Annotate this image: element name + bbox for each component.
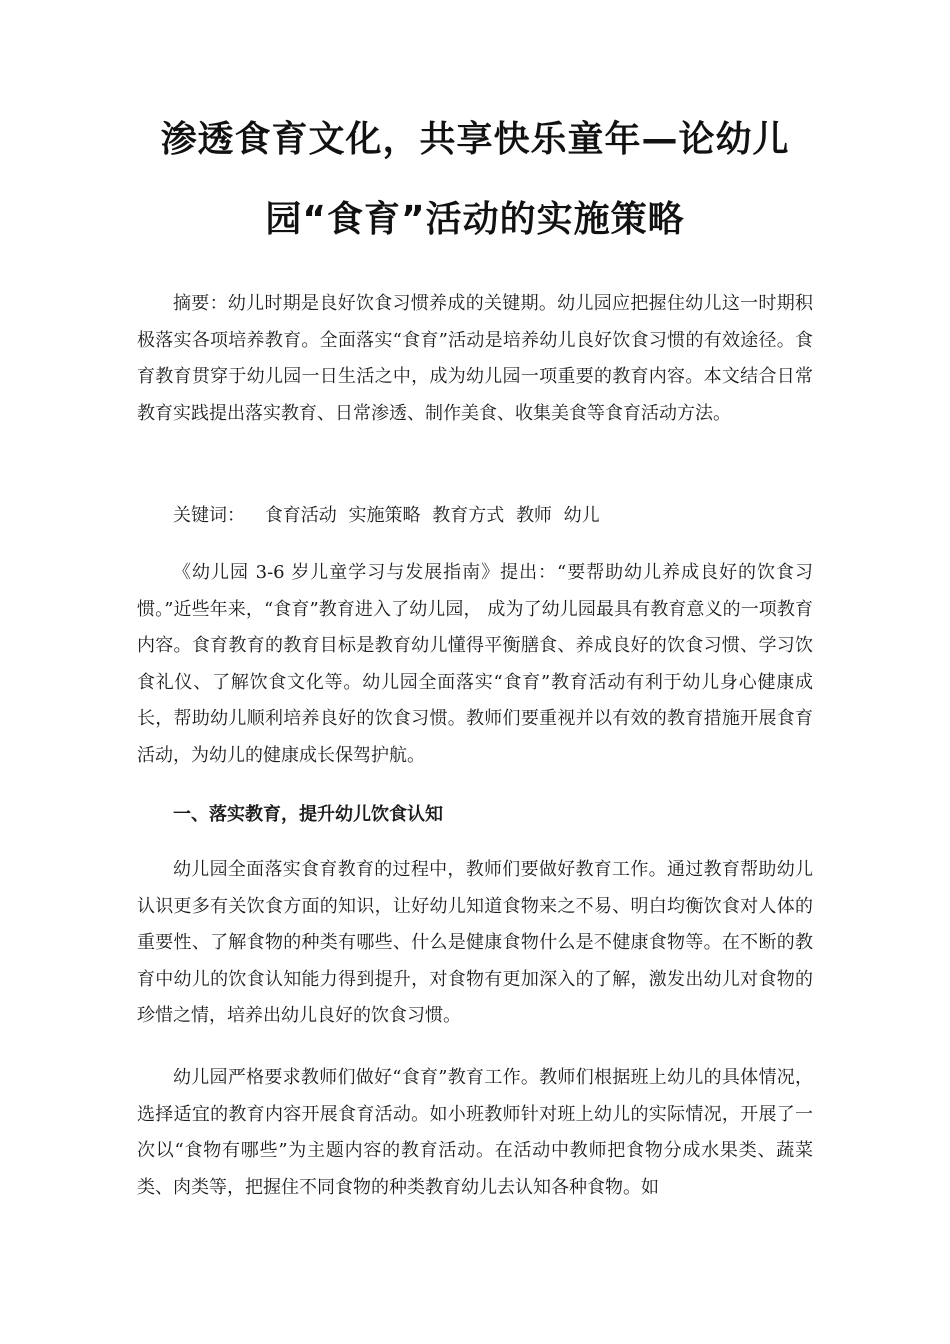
- section-heading: 一、落实教育，提升幼儿饮食认知: [173, 804, 443, 825]
- keyword: 食育活动: [264, 505, 337, 526]
- keyword: 幼儿: [563, 505, 600, 526]
- keyword: 教师: [515, 505, 552, 526]
- keyword: 教育方式: [432, 505, 505, 526]
- title-line-2: 园“食育”活动的实施策略: [265, 199, 685, 240]
- abstract-paragraph: 摘要：幼儿时期是良好饮食习惯养成的关键期。幼儿园应把握住幼儿这一时期积极落实各项培养教育。全面落实“食育”活动是培养幼儿良好饮食习惯的有效途径。食育教育贯穿于幼儿园一日生活之中，成为幼儿园一项重要的教育内容。本文结合日常教育实践提出落实教育、日常渗透、制作美食、收集美食等食育活动方法。: [137, 293, 813, 424]
- intro-paragraph: 《幼儿园 3-6 岁儿童学习与发展指南》提出：“要帮助幼儿养成良好的饮食习惯。”近些年来，“食育”教育进入了幼儿园， 成为了幼儿园最具有教育意义的一项教育内容。食育教育的教育目标是教育幼儿懂得平衡膳食、养成良好的饮食习惯、学习饮食礼仪、了解饮食文化等。幼儿园全面落实“食育”教育活动有利于幼儿身心健康成长，帮助幼儿顺利培养良好的饮食习惯。教师们要重视并以有效的教育措施开展食育活动，为幼儿的健康成长保驾护航。: [137, 562, 813, 766]
- body-paragraph: 幼儿园严格要求教师们做好“食育”教育工作。教师们根据班上幼儿的具体情况，选择适宜的教育内容开展食育活动。如小班教师针对班上幼儿的实际情况，开展了一次以“食物有哪些”为主题内容的教育活动。在活动中教师把食物分成水果类、蔬菜类、肉类等，把握住不同食物的种类教育幼儿去认知各种食物。如: [137, 1067, 813, 1198]
- keywords-label: 关键词：: [173, 505, 245, 526]
- keyword: 实施策略: [348, 505, 421, 526]
- document-title: [100, 100, 850, 260]
- keywords-line: [137, 498, 813, 535]
- body-paragraph: 幼儿园全面落实食育教育的过程中，教师们要做好教育工作。通过教育帮助幼儿认识更多有关饮食方面的知识，让好幼儿知道食物来之不易、明白均衡饮食对人体的重要性、了解食物的种类有哪些、什么是健康食物什么是不健康食物等。在不断的教育中幼儿的饮食认知能力得到提升，对食物有更加深入的了解，激发出幼儿对食物的珍惜之情，培养出幼儿良好的饮食习惯。: [137, 859, 813, 1026]
- title-line-1: 渗透食育文化，共享快乐童年—论幼儿: [160, 119, 790, 160]
